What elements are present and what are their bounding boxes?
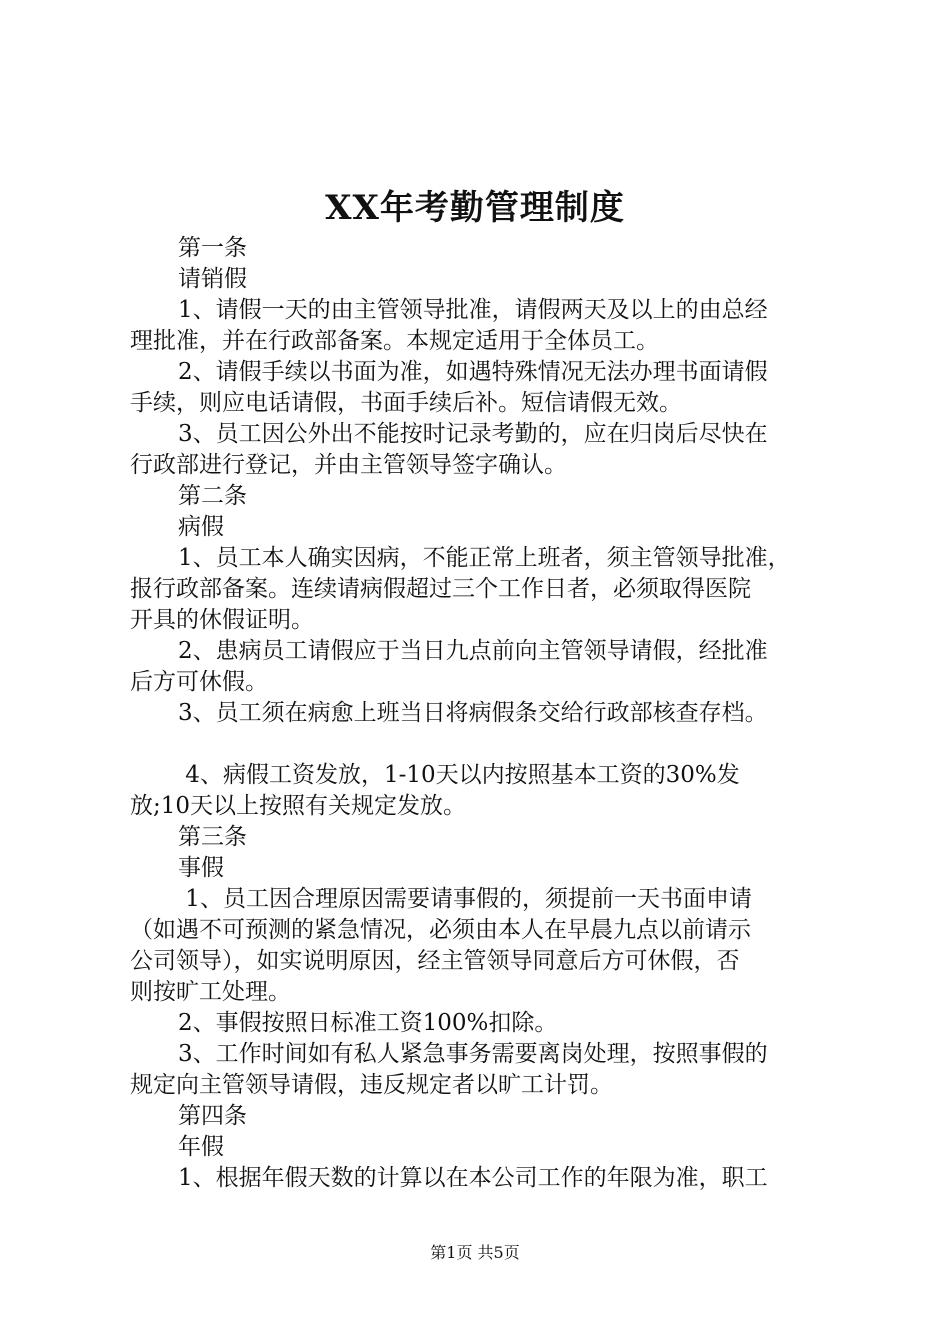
blank-line	[130, 729, 830, 760]
paragraph-line: 2、请假手续以书面为准，如遇特殊情况无法办理书面请假	[178, 359, 768, 385]
paragraph-line: 规定向主管领导请假，违反规定者以旷工计罚。	[130, 1072, 613, 1098]
paragraph-line: 报行政部备案。连续请病假超过三个工作日者，必须取得医院	[130, 576, 751, 602]
paragraph-line: 公司领导），如实说明原因，经主管领导同意后方可休假，否	[130, 948, 740, 974]
paragraph-line: 理批准，并在行政部备案。本规定适用于全体员工。	[130, 328, 659, 354]
paragraph-line: 开具的休假证明。	[130, 607, 314, 633]
paragraph-line: 1、员工本人确实因病，不能正常上班者，须主管领导批准，	[178, 545, 791, 571]
paragraph-line: 1、员工因合理原因需要请事假的，须提前一天书面申请	[178, 886, 752, 912]
section-heading: 年假	[178, 1134, 224, 1160]
paragraph-line: （如遇不可预测的紧急情况，必须由本人在早晨九点以前请示	[130, 917, 751, 943]
paragraph-line: 2、患病员工请假应于当日九点前向主管领导请假，经批准	[178, 638, 768, 664]
paragraph-line: 3、工作时间如有私人紧急事务需要离岗处理，按照事假的	[178, 1041, 768, 1067]
article-heading: 第四条	[178, 1103, 247, 1129]
paragraph-line: 1、请假一天的由主管领导批准，请假两天及以上的由总经	[178, 297, 768, 323]
article-heading: 第三条	[178, 824, 247, 850]
paragraph-line: 3、员工须在病愈上班当日将病假条交给行政部核查存档。	[178, 700, 768, 726]
paragraph-line: 3、员工因公外出不能按时记录考勤的，应在归岗后尽快在	[178, 421, 768, 447]
document-title: XX年考勤管理制度	[325, 188, 625, 228]
article-heading: 第一条	[178, 235, 247, 261]
page-footer: 第1页 共5页	[430, 1243, 520, 1262]
section-heading: 请销假	[178, 266, 247, 292]
paragraph-line: 则按旷工处理。	[130, 979, 291, 1005]
paragraph-line: 行政部进行登记，并由主管领导签字确认。	[130, 452, 567, 478]
paragraph-line: 后方可休假。	[130, 669, 268, 695]
article-heading: 第二条	[178, 483, 247, 509]
document-body	[130, 233, 830, 1194]
paragraph-line: 2、事假按照日标准工资100%扣除。	[178, 1010, 558, 1036]
paragraph-line: 手续，则应电话请假，书面手续后补。短信请假无效。	[130, 390, 682, 416]
paragraph-line: 1、根据年假天数的计算以在本公司工作的年限为准，职工	[178, 1165, 768, 1191]
paragraph-line: 4、病假工资发放，1-10天以内按照基本工资的30%发	[178, 762, 740, 788]
paragraph-line: 放;10天以上按照有关规定发放。	[130, 793, 467, 819]
section-heading: 病假	[178, 514, 224, 540]
section-heading: 事假	[178, 855, 224, 881]
